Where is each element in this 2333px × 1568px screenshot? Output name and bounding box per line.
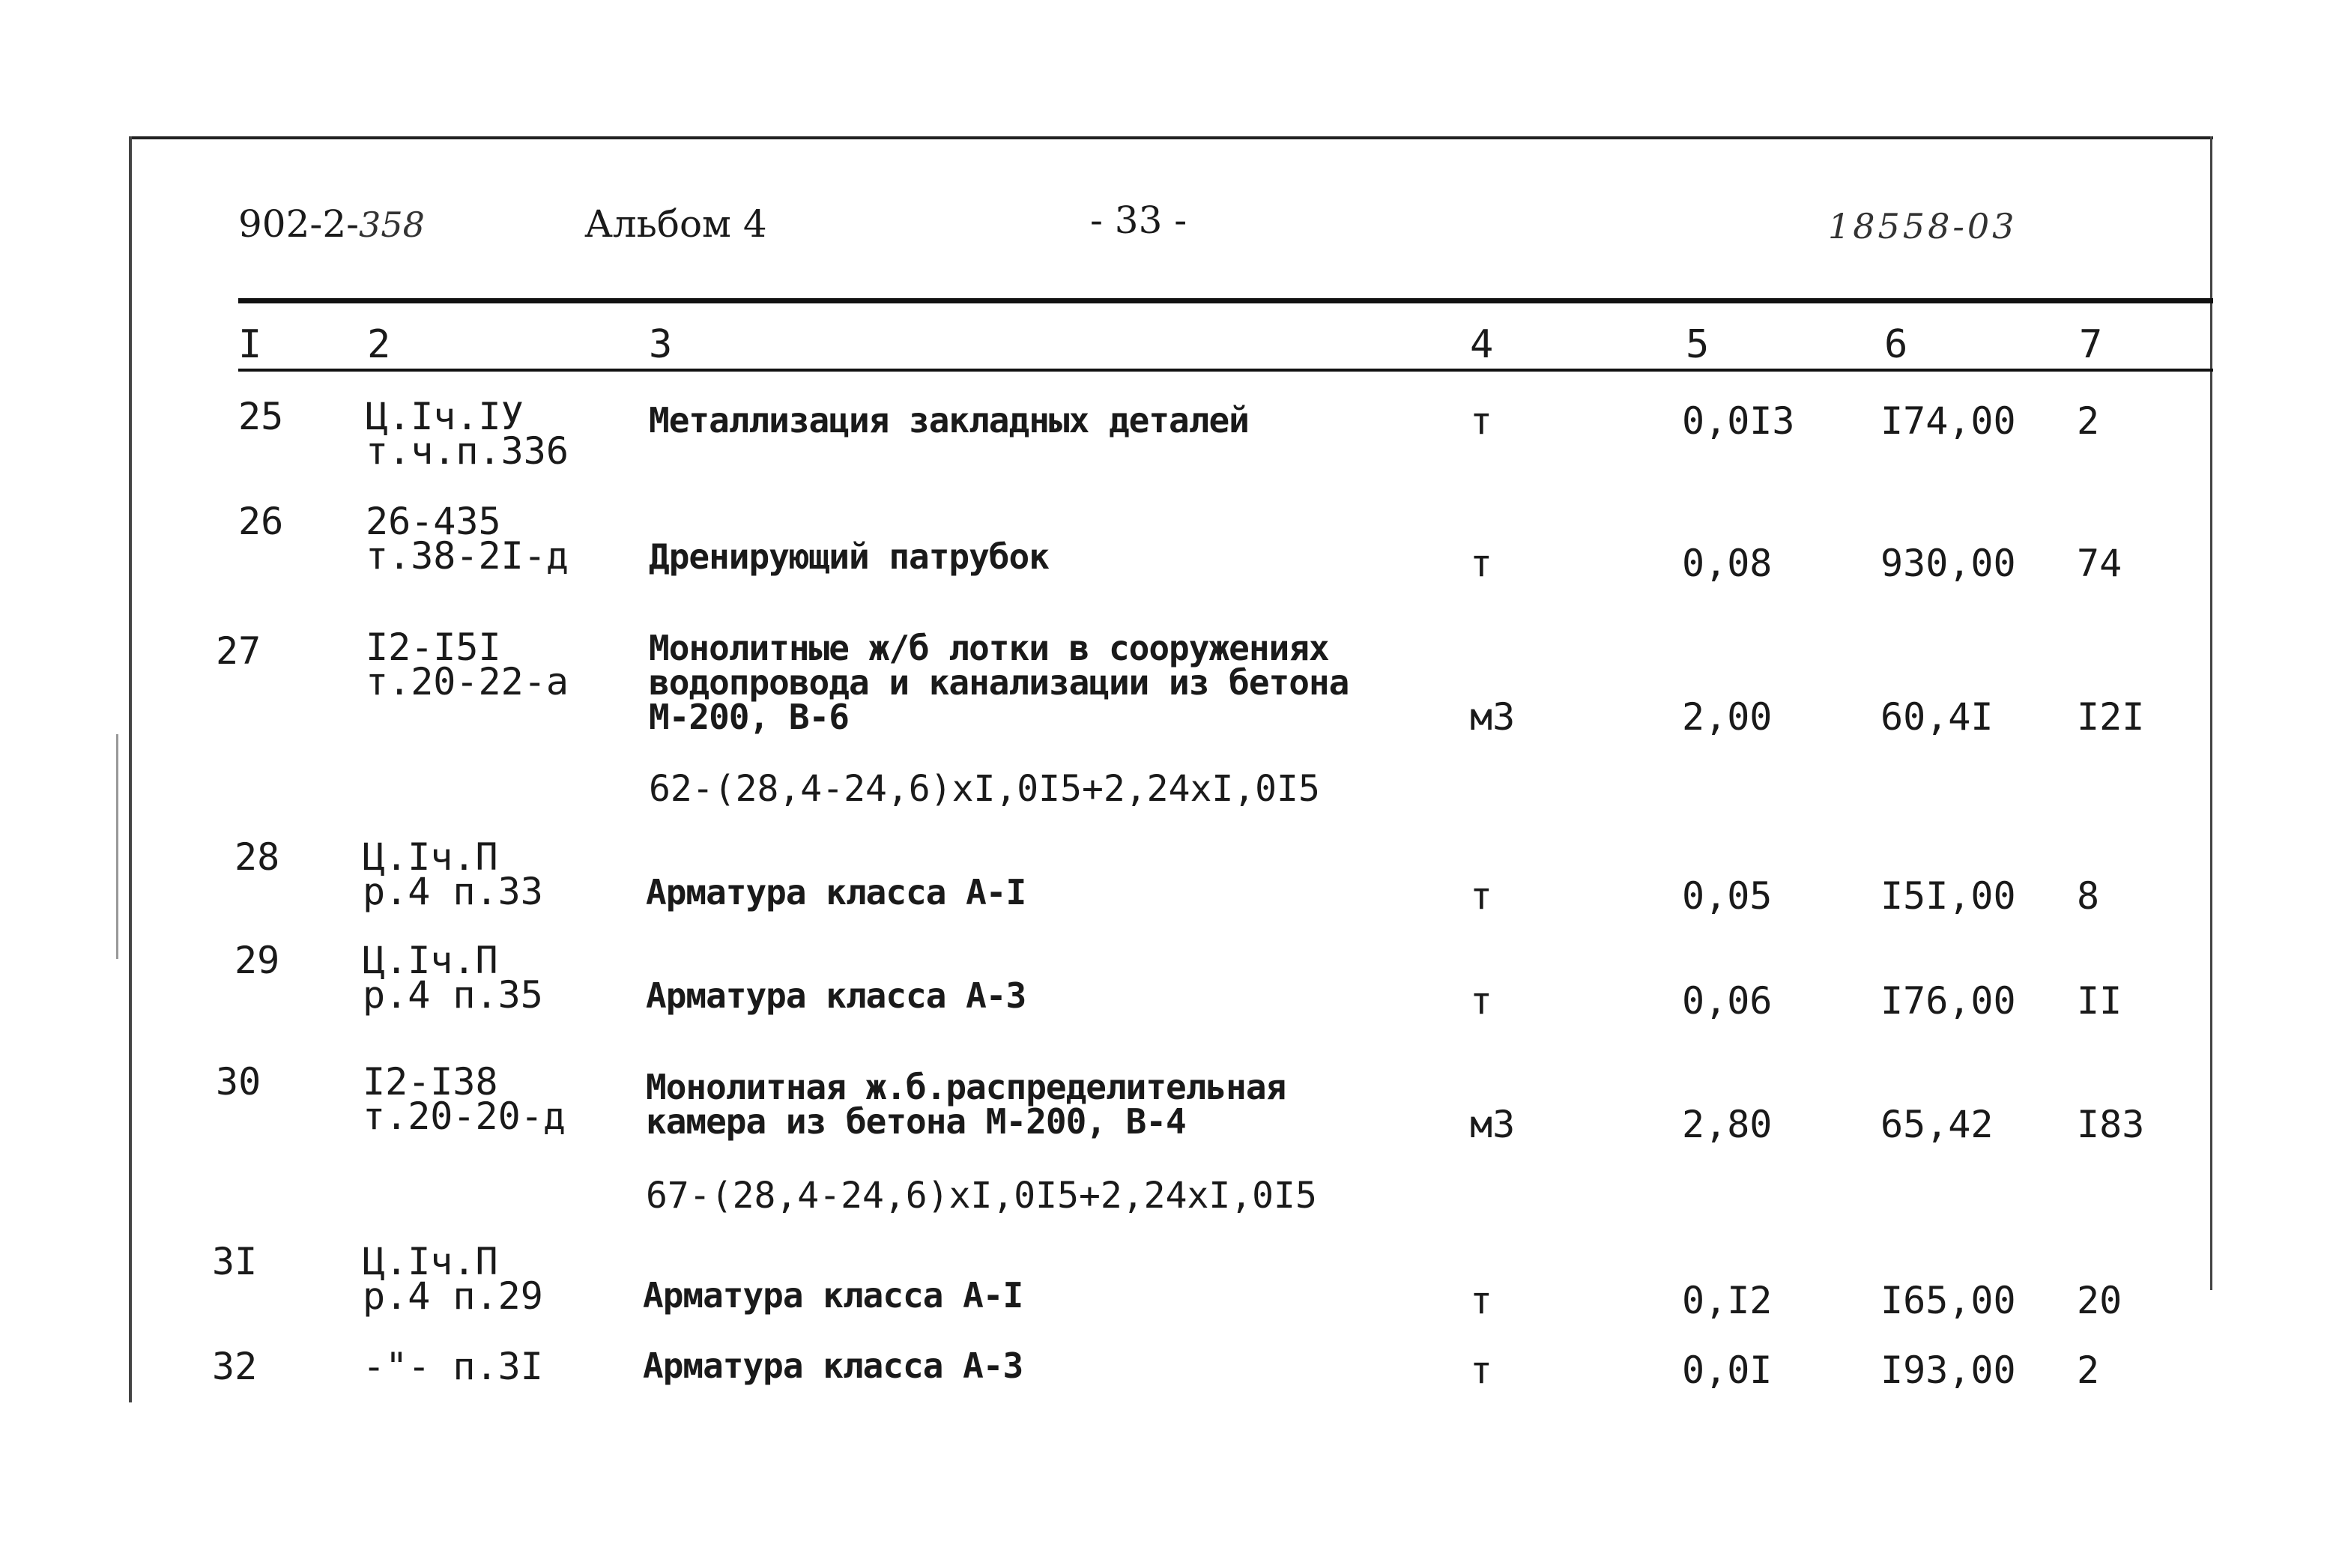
column-number: 4 (1470, 322, 1494, 367)
row-number: 28 (234, 835, 280, 879)
document-code-suffix: 358 (359, 205, 425, 245)
row-description: водопровода и канализации из бетона (649, 662, 1349, 703)
row-number: 30 (216, 1060, 261, 1104)
row-total: 8 (2077, 874, 2100, 918)
column-number: 6 (1884, 322, 1908, 367)
row-total: 74 (2077, 542, 2122, 585)
row-reference: р.4 п.33 (363, 870, 543, 913)
row-quantity: 0,05 (1682, 874, 1773, 918)
row-unit: т (1470, 1348, 1493, 1392)
column-header-rule (238, 369, 2213, 372)
row-description: Металлизация закладных деталей (649, 400, 1249, 441)
row-total: 2 (2077, 1348, 2100, 1392)
column-number: 7 (2079, 322, 2103, 367)
row-unit-price: I93,00 (1880, 1348, 2016, 1392)
row-description: камера из бетона М-200, В-4 (646, 1101, 1186, 1142)
row-reference: р.4 п.35 (363, 973, 543, 1017)
row-total: II (2077, 979, 2122, 1023)
document-code (238, 202, 425, 246)
row-volume-formula: 67-(28,4-24,6)хI,0I5+2,24хI,0I5 (646, 1175, 1317, 1217)
row-description: Арматура класса А-I (646, 872, 1026, 912)
row-unit-price: I76,00 (1880, 979, 2016, 1023)
row-unit-price: I5I,00 (1880, 874, 2016, 918)
row-number: 25 (238, 395, 284, 438)
row-reference: т.38-2I-д (366, 534, 569, 578)
sheet-frame-right (2210, 136, 2212, 1290)
row-reference: Ц.Iч.IУ (366, 395, 524, 438)
row-quantity: 0,0I3 (1682, 399, 1795, 443)
row-total: 20 (2077, 1279, 2122, 1322)
row-reference: р.4 п.29 (363, 1274, 543, 1318)
row-reference: т.20-22-а (366, 660, 569, 703)
row-reference: 26-435 (366, 500, 501, 543)
row-number: 3I (212, 1240, 258, 1283)
row-quantity: 0,08 (1682, 542, 1773, 585)
row-unit: т (1470, 979, 1493, 1023)
row-number: 32 (212, 1345, 258, 1388)
inventory-number: 18558-03 (1828, 206, 2018, 246)
row-quantity: 0,I2 (1682, 1279, 1773, 1322)
row-unit-price: 65,42 (1880, 1103, 1994, 1146)
row-reference: Ц.Iч.П (363, 1240, 498, 1283)
row-unit: м3 (1470, 695, 1516, 739)
row-reference: I2-I38 (363, 1060, 498, 1104)
column-number: 2 (367, 322, 391, 367)
row-description: Дренирующий патрубок (649, 536, 1049, 577)
row-quantity: 2,00 (1682, 695, 1773, 739)
row-description: Арматура класса А-3 (646, 975, 1026, 1016)
column-number: 5 (1686, 322, 1710, 367)
row-number: 27 (216, 629, 261, 673)
document-code-prefix: 902-2- (238, 202, 360, 246)
row-quantity: 2,80 (1682, 1103, 1773, 1146)
row-reference: Ц.Iч.П (363, 835, 498, 879)
row-total: 2 (2077, 399, 2100, 443)
row-total: I83 (2077, 1103, 2145, 1146)
row-total: I2I (2077, 695, 2145, 739)
sheet-frame-top (129, 136, 2213, 139)
row-unit: т (1470, 542, 1493, 585)
page-number: - 33 - (1090, 199, 1187, 242)
row-reference: Ц.Iч.П (363, 939, 498, 982)
row-unit-price: 930,00 (1880, 542, 2016, 585)
row-reference: -"- п.3I (363, 1345, 543, 1388)
row-number: 29 (234, 939, 280, 982)
row-unit-price: 60,4I (1880, 695, 1994, 739)
row-unit-price: I65,00 (1880, 1279, 2016, 1322)
row-description: Монолитные ж/б лотки в сооружениях (649, 628, 1329, 668)
row-description: Монолитная ж.б.распределительная (646, 1067, 1286, 1107)
sheet-frame-left (129, 136, 132, 1402)
scan-edge-mark (116, 734, 118, 959)
row-reference: I2-I5I (366, 626, 501, 669)
album-label: Альбом 4 (584, 202, 767, 246)
row-unit: т (1470, 1279, 1493, 1322)
row-description: М-200, В-6 (649, 697, 849, 737)
row-unit: м3 (1470, 1103, 1516, 1146)
row-unit: т (1470, 399, 1493, 443)
row-reference: т.ч.п.336 (366, 429, 569, 473)
row-description: Арматура класса А-3 (643, 1345, 1023, 1386)
row-number: 26 (238, 500, 284, 543)
column-number: I (238, 322, 262, 367)
column-number: 3 (649, 322, 673, 367)
row-quantity: 0,06 (1682, 979, 1773, 1023)
row-unit-price: I74,00 (1880, 399, 2016, 443)
row-quantity: 0,0I (1682, 1348, 1773, 1392)
row-volume-formula: 62-(28,4-24,6)хI,0I5+2,24хI,0I5 (649, 768, 1320, 810)
row-description: Арматура класса А-I (643, 1275, 1023, 1316)
row-reference: т.20-20-д (363, 1095, 566, 1138)
row-unit: т (1470, 874, 1493, 918)
header-rule (238, 298, 2213, 303)
